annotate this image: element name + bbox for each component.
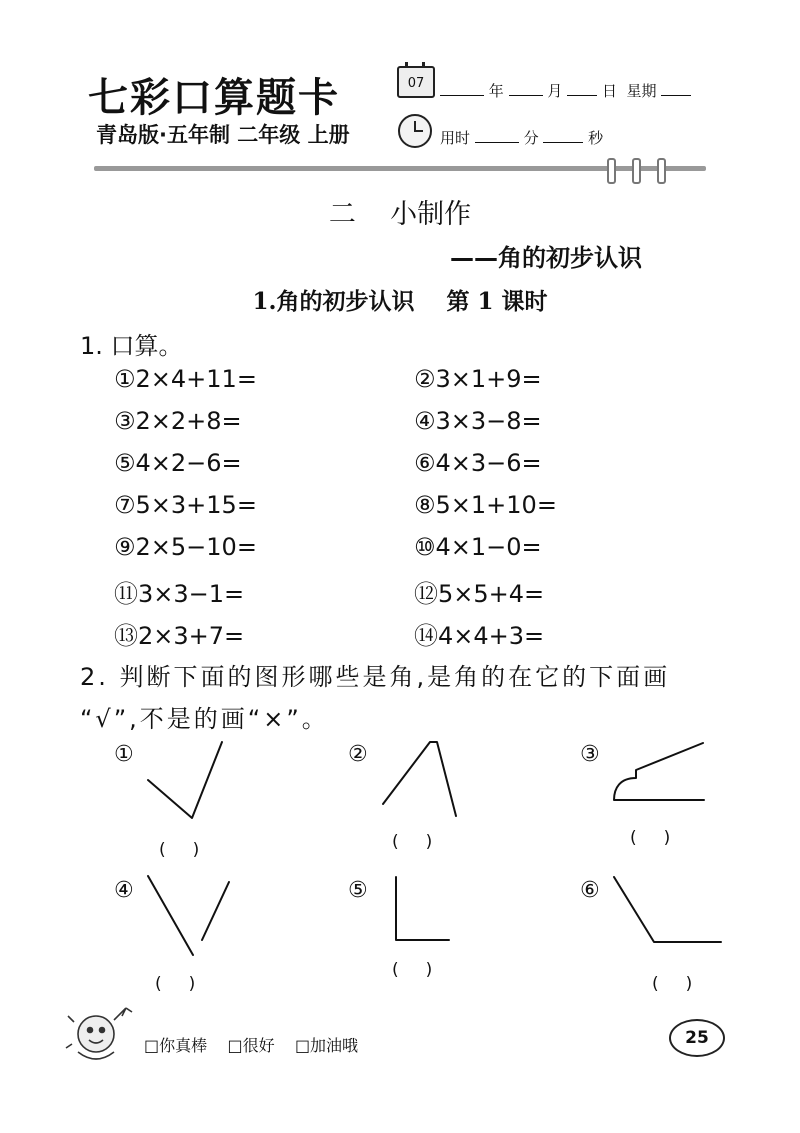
calendar-day: 07 [407, 76, 425, 91]
time-label: 用时 [440, 129, 471, 147]
figure-number: ③ [580, 742, 600, 767]
time-min-label: 分 [523, 129, 539, 147]
problem-item: ②3×1+9= [414, 365, 542, 393]
problem-item: ⑦5×3+15= [114, 491, 257, 519]
q2-text-line2: “√”,不是的画“×”。 [80, 705, 329, 733]
figure-number: ④ [114, 878, 134, 903]
rating-option-keep-going[interactable]: □加油哦 [294, 1036, 359, 1055]
date-weekday-label: 星期 [626, 82, 657, 100]
figure-4-shape [148, 876, 193, 955]
problem-item: ⑫5×5+4= [414, 580, 545, 608]
brand-logo: 七彩口算题卡 [88, 74, 340, 121]
problem-item: ⑨2×5−10= [114, 533, 257, 561]
q1-heading: 1. 口算。 [80, 332, 183, 360]
answer-blank[interactable]: ( ) [155, 974, 196, 994]
answer-blank[interactable]: ( ) [392, 960, 433, 980]
problem-item: ⑭4×4+3= [414, 622, 545, 650]
answer-blank[interactable]: ( ) [652, 974, 693, 994]
problem-item: ⑪3×3−1= [114, 580, 245, 608]
figure-number: ① [114, 742, 134, 767]
problem-item: ⑥4×3−6= [414, 449, 542, 477]
mascot-icon [64, 1000, 140, 1072]
date-day-label: 日 [601, 82, 617, 100]
self-rating [144, 1033, 358, 1056]
unit-subtitle: ——角的初步认识 [450, 244, 642, 272]
problem-item: ⑬2×3+7= [114, 622, 245, 650]
figure-1-shape [148, 742, 222, 818]
problem-item: ④3×3−8= [414, 407, 542, 435]
figure-5-shape [396, 877, 449, 940]
answer-blank[interactable]: ( ) [630, 828, 671, 848]
figure-number: ② [348, 742, 368, 767]
page-number: 25 [669, 1019, 725, 1057]
problem-item: ⑤4×2−6= [114, 449, 242, 477]
date-month-label: 月 [547, 82, 563, 100]
figure-4-shape [202, 882, 229, 940]
answer-blank[interactable]: ( ) [159, 840, 200, 860]
edition-label: 青岛版·五年制 二年级 上册 [96, 123, 350, 147]
rating-option-good[interactable]: □很好 [227, 1036, 275, 1055]
problem-item: ⑧5×1+10= [414, 491, 557, 519]
time-sec-label: 秒 [588, 129, 604, 147]
q2-text-line1: 2. 判断下面的图形哪些是角,是角的在它的下面画 [80, 663, 671, 691]
problem-item: ③2×2+8= [114, 407, 242, 435]
figure-3-shape [614, 743, 704, 800]
date-year-label: 年 [488, 82, 504, 100]
rating-option-great[interactable]: □你真棒 [144, 1036, 208, 1055]
figure-number: ⑤ [348, 878, 368, 903]
lesson-title: 1.角的初步认识 第 1 课时 [252, 288, 548, 315]
figure-number: ⑥ [580, 878, 600, 903]
figure-6-shape [614, 877, 721, 942]
figure-2-shape [383, 742, 456, 816]
unit-title: 二 小制作 [328, 199, 472, 230]
answer-blank[interactable]: ( ) [392, 832, 433, 852]
problem-item: ⑩4×1−0= [414, 533, 542, 561]
problem-item: ①2×4+11= [114, 365, 257, 393]
